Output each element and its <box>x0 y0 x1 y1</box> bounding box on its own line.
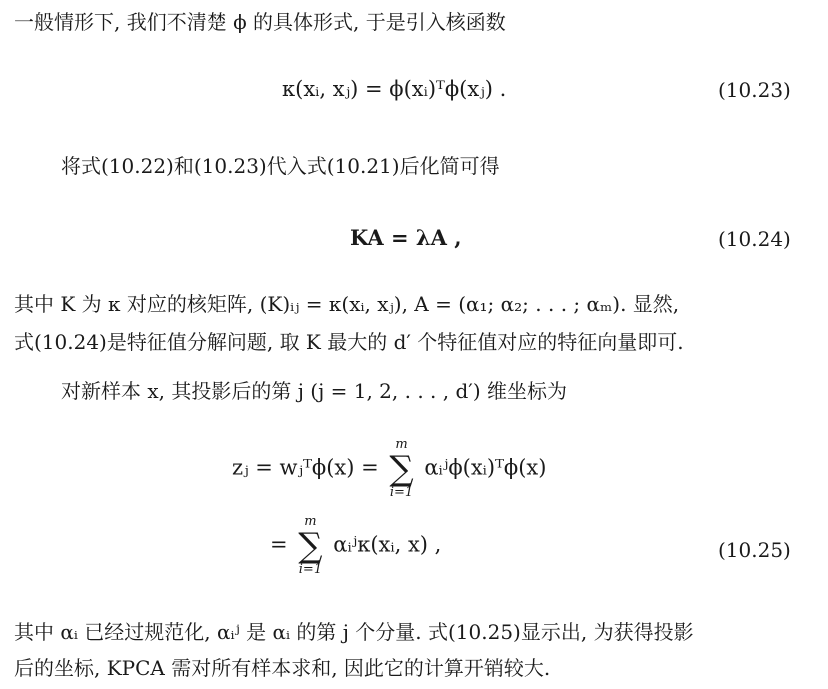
equation-number-10-24: (10.24) <box>718 227 791 251</box>
paragraph-kernel-intro: 一般情形下, 我们不清楚 ϕ 的具体形式, 于是引入核函数 <box>14 10 506 34</box>
equation-10-23: κ(xᵢ, xⱼ) = ϕ(xᵢ)ᵀϕ(xⱼ) . <box>282 77 507 101</box>
paragraph-substitute: 将式(10.22)和(10.23)代入式(10.21)后化简可得 <box>61 154 500 178</box>
sum-lower-limit: i=1 <box>389 485 414 500</box>
paragraph-new-sample: 对新样本 x, 其投影后的第 j (j = 1, 2, . . . , d′) 维坐标为 <box>61 379 567 403</box>
equation-number-10-23: (10.23) <box>718 78 791 102</box>
sigma-icon: ∑ <box>389 449 414 489</box>
paragraph-normalized-line1: 其中 αᵢ 已经过规范化, αᵢʲ 是 αᵢ 的第 j 个分量. 式(10.25)显示出, 为获得投影 <box>14 620 694 644</box>
summation-symbol <box>389 438 413 500</box>
eq-10-25-row1-lhs: zⱼ = wⱼᵀϕ(x) = <box>232 455 379 480</box>
equation-number-10-25: (10.25) <box>718 538 791 562</box>
eq-10-25-row1-rhs: αᵢʲϕ(xᵢ)ᵀϕ(x) <box>424 455 547 480</box>
eq-10-25-row2-lhs: = <box>270 532 288 557</box>
sum-upper-limit: m <box>304 514 317 529</box>
paragraph-kernel-matrix-line1: 其中 K 为 κ 对应的核矩阵, (K)ᵢⱼ = κ(xᵢ, xⱼ), A = (α₁; α₂; . . . ; αₘ). 显然, <box>14 292 680 316</box>
paragraph-kernel-matrix-line2: 式(10.24)是特征值分解问题, 取 K 最大的 d′ 个特征值对应的特征向量即可. <box>14 330 684 354</box>
paragraph-normalized-line2: 后的坐标, KPCA 需对所有样本求和, 因此它的计算开销较大. <box>14 656 551 680</box>
equation-10-25-row2 <box>270 515 441 577</box>
sum-lower-limit: i=1 <box>298 562 323 577</box>
summation-symbol <box>298 515 322 577</box>
sum-upper-limit: m <box>395 437 408 452</box>
eq-10-25-row2-rhs: αᵢʲκ(xᵢ, x) , <box>333 532 442 557</box>
equation-10-24: KA = λA , <box>350 225 462 250</box>
equation-10-25-row1 <box>232 438 546 500</box>
sigma-icon: ∑ <box>298 526 323 566</box>
